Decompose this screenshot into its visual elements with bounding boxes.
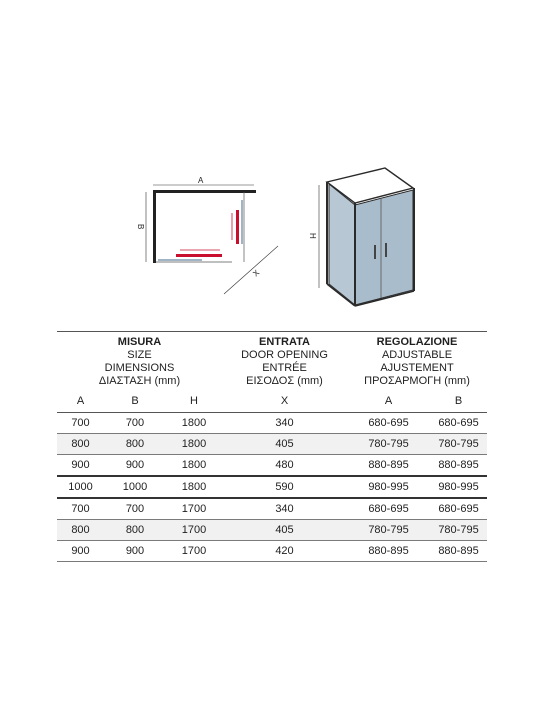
table-row [57,455,487,477]
table-cell: 780-795 [347,520,430,541]
top-wall [153,190,256,193]
front-glass-panel [158,259,202,261]
table-cell: 800 [104,434,166,455]
table-cell: 680-695 [430,498,487,520]
table-cell: 700 [57,498,104,520]
column-header: A [384,395,393,407]
front-glass [355,190,413,305]
table-cell: 680-695 [347,498,430,520]
group-adjustable: REGOLAZIONE ADJUSTABLE AJUSTEMENT ΠΡΟΣΑΡΜΟΓΗ (mm) [364,336,470,387]
table-cell: 1700 [166,520,222,541]
table-row [57,413,487,434]
table-cell: 780-795 [430,434,487,455]
dimension-x-line [224,246,278,294]
side-sliding-door [236,210,239,244]
table-cell: 700 [57,413,104,434]
table-cell: 1700 [166,541,222,562]
table-cell: 880-895 [347,455,430,477]
dimensions-table [57,331,487,562]
table-cell: 780-795 [430,520,487,541]
table-cell: 680-695 [430,413,487,434]
table-cell: 780-795 [347,434,430,455]
table-cell: 405 [222,520,347,541]
table-cell: 800 [57,434,104,455]
table-cell: 1800 [166,413,222,434]
column-header: B [131,395,139,407]
table-cell: 480 [222,455,347,477]
table-row [57,520,487,541]
table-cell: 700 [104,413,166,434]
table-cell: 340 [222,498,347,520]
door-handle-left [374,245,376,259]
dimension-a-label: A [198,176,204,185]
column-header: B [454,395,463,407]
table-cell: 800 [104,520,166,541]
table-cell: 1700 [166,498,222,520]
dimension-h-label: H [308,233,317,239]
left-wall [153,190,156,263]
table-cell: 700 [104,498,166,520]
table-cell: 1800 [166,455,222,477]
column-header: X [280,395,289,407]
table-cell: 880-895 [347,541,430,562]
table-cell: 420 [222,541,347,562]
dimension-b-label: B [136,224,145,230]
table-cell: 405 [222,434,347,455]
table-row [57,498,487,520]
table-column-header [57,388,487,412]
table-cell: 900 [57,455,104,477]
door-handle-right [385,243,387,257]
table-cell: 900 [57,541,104,562]
table-cell: 1800 [166,476,222,498]
group-size: MISURA SIZE DIMENSIONS ΔΙΑΣΤΑΣΗ (mm) [98,336,181,387]
column-header: A [76,395,85,407]
table-cell: 900 [104,455,166,477]
dimension-x-label: X [251,268,262,279]
table-cell: 880-895 [430,455,487,477]
side-glass [329,184,355,305]
table-group-header [57,332,487,388]
table-cell: 680-695 [347,413,430,434]
table-cell: 1000 [104,476,166,498]
table-cell: 980-995 [430,476,487,498]
shower-cabin-3d-diagram [305,160,425,310]
table-cell: 340 [222,413,347,434]
table-cell: 1800 [166,434,222,455]
table-cell: 880-895 [430,541,487,562]
table-cell: 980-995 [347,476,430,498]
table-cell: 900 [104,541,166,562]
table-cell: 590 [222,476,347,498]
table-row [57,476,487,498]
table-row [57,434,487,455]
table-cell: 800 [57,520,104,541]
table-row [57,541,487,562]
table-cell: 1000 [57,476,104,498]
plan-view-diagram [136,170,286,300]
side-glass-panel [241,200,243,244]
column-header: H [190,395,198,407]
group-door-opening: ENTRATA DOOR OPENING ENTRÉE ΕΙΣΟΔΟΣ (mm) [241,336,328,387]
front-sliding-door [176,254,222,257]
